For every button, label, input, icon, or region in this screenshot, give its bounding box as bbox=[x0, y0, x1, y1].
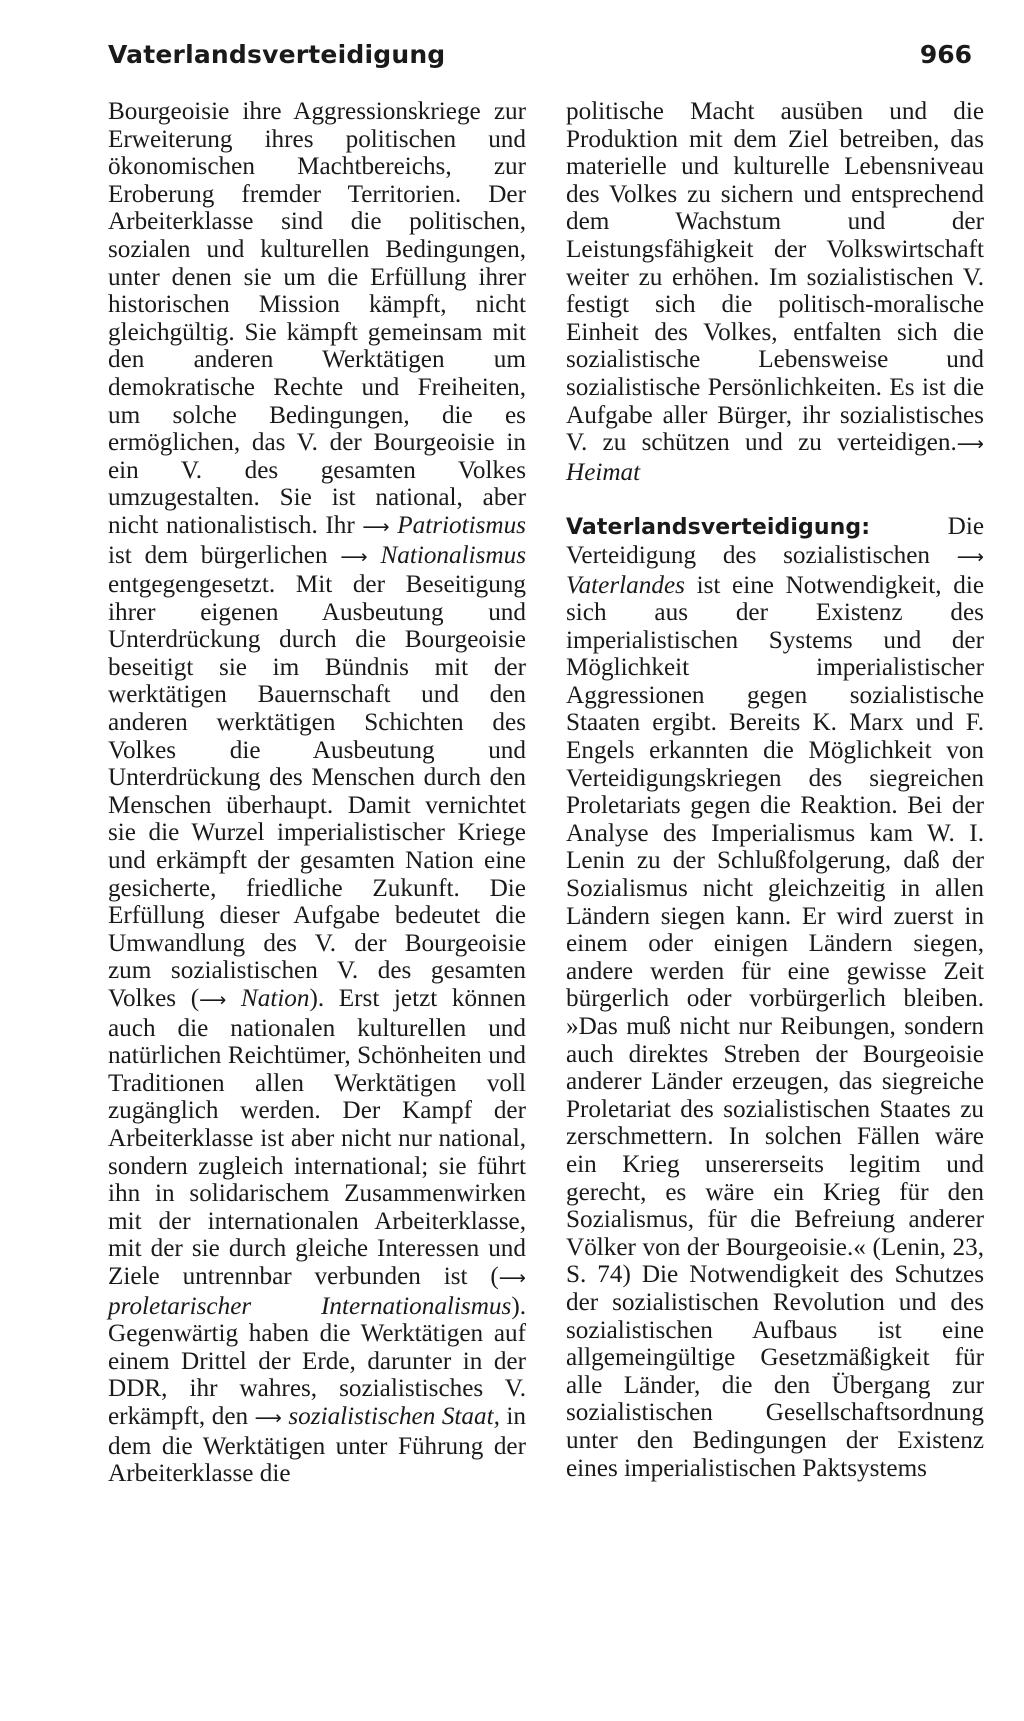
right-column bbox=[566, 98, 984, 1482]
left-column bbox=[108, 98, 526, 1488]
entry-paragraph bbox=[566, 513, 984, 1482]
arrow-icon: ⟶ bbox=[498, 1266, 526, 1289]
entry-spacer bbox=[566, 486, 984, 513]
text-segment: Die Verteidigung des sozialistischen bbox=[566, 513, 984, 569]
arrow-icon: ⟶ bbox=[199, 989, 227, 1011]
arrow-icon: ⟶ bbox=[956, 545, 985, 568]
page-number: 966 bbox=[919, 40, 972, 69]
cross-reference-vaterlandes[interactable]: Vaterlandes bbox=[566, 571, 685, 599]
arrow-icon: ⟶ bbox=[956, 433, 984, 456]
page-header bbox=[108, 40, 972, 80]
cross-reference-nationalismus[interactable]: Nationalismus bbox=[380, 541, 526, 569]
cross-reference-internationalismus[interactable]: proletarischer Internationalismus bbox=[108, 1292, 512, 1320]
cross-reference-nation[interactable]: Nation bbox=[240, 985, 310, 1012]
right-paragraph bbox=[566, 98, 984, 486]
text-segment: ist eine Notwendigkeit, die sich aus der Existenz des imperialistischen Systems und der Möglichkeit imperialistischer Aggressionen gegen sozialistische Staaten ergibt. Bereits K. Marx und F. Engels erkannten die Möglichkeit von Verteidigungskriegen des siegreichen Proletariats gegen die Reaktion. Bei der Analyse des Imperialismus kam W. I. Lenin zu der Schlußfolgerung, daß der Sozialismus nicht gleichzeitig in allen Ländern siegen kann. Er wird zuerst in einem oder einigen Ländern siegen, andere werden für eine gewisse Zeit bürgerlich oder vorbürgerlich bleiben. »Das muß nicht nur Reibungen, sondern auch direktes Streben der Bourgeoisie anderer Länder erzeugen, das siegreiche Proletariat des sozialistischen Staates zu zerschmettern. In solchen Fällen wäre ein Krieg unsererseits legitim und gerecht, es wäre ein Krieg für den Sozialismus, für die Befreiung anderer Völker von der Bourgeoisie.« (Lenin, 23, S. 74) Die Notwendigkeit des Schutzes der sozialistischen Revolution und des sozialistischen Aufbaus ist eine allgemeingültige Gesetzmäßigkeit für alle Länder, die den Übergang zur sozialistischen Gesellschaftsordnung unter den Bedingungen der Existenz eines imperialistischen Paktsystems bbox=[566, 571, 985, 1482]
text-segment: Bourgeoisie ihre Aggressionskriege zur Erweiterung ihres politischen und ökonomischen Machtbereichs, zur Eroberung fremder Territorien. Der Arbeiterklasse sind die politischen, sozialen und kulturellen Bedingungen, unter denen sie um die Erfüllung ihrer historischen Mission kämpft, nicht gleichgültig. Sie kämpft gemeinsam mit den anderen Werktätigen um demokratische Rechte und Freiheiten, um solche Bedingungen, die es ermöglichen, das V. der Bourgeoisie in ein V. des gesamten Volkes umzugestalten. Sie ist national, aber nicht nationalistisch. Ihr bbox=[108, 98, 526, 539]
arrow-icon: ⟶ bbox=[362, 515, 390, 538]
text-segment: ). Gegenwärtig haben die Werktätigen auf einem Drittel der Erde, darunter in der DDR, ihr wahres, sozialistisches V. erkämpft, den bbox=[108, 1292, 526, 1430]
arrow-icon: ⟶ bbox=[340, 545, 368, 568]
arrow-icon: ⟶ bbox=[254, 1406, 282, 1429]
left-paragraph bbox=[108, 98, 526, 1488]
cross-reference-patriotismus[interactable]: Patriotismus bbox=[397, 511, 526, 539]
running-title: Vaterlandsverteidigung bbox=[108, 40, 446, 69]
text-segment: politische Macht ausüben und die Produktion mit dem Ziel betreiben, das materielle und kulturelle Lebensniveau des Volkes zu sichern und entsprechend dem Wachstum und der Leistungsfähigkeit der Volkswirtschaft weiter zu erhöhen. Im sozialistischen V. festigt sich die politisch-moralische Einheit des Volkes, entfalten sich die sozialistische Lebensweise und sozialistische Persönlichkeiten. Es ist die Aufgabe aller Bürger, ihr sozialistisches V. zu schützen und zu verteidigen. bbox=[566, 98, 984, 457]
text-segment: ). Erst jetzt können auch die nationalen kulturellen und natürlichen Reichtümer, Schönheiten und Traditionen allen Werktätigen voll zugänglich werden. Der Kampf der Arbeiterklasse ist aber nicht nur national, sondern zugleich international; sie führt ihn in solidarischem Zusammenwirken mit der internationalen Arbeiterklasse, mit der sie durch gleiche Interessen und Ziele untrennbar verbunden ist ( bbox=[108, 985, 527, 1290]
cross-reference-heimat[interactable]: Heimat bbox=[566, 458, 641, 486]
entry-headword: Vaterlandsverteidigung: bbox=[566, 515, 871, 541]
text-segment: entgegengesetzt. Mit der Beseitigung ihrer eigenen Ausbeutung und Unterdrückung durch die Bourgeoisie beseitigt sie im Bündnis mit der werktätigen Bauernschaft und den anderen werktätigen Schichten des Volkes die Ausbeutung und Unterdrückung des Menschen durch den Menschen überhaupt. Damit vernichtet sie die Wurzel imperialistischer Kriege und erkämpft der gesamten Nation eine gesicherte, friedliche Zukunft. Die Erfüllung dieser Aufgabe bedeutet die Umwandlung des V. der Bourgeoisie zum sozialistischen V. des gesamten Volkes ( bbox=[108, 571, 526, 1012]
text-segment: ist dem bürgerlichen bbox=[108, 541, 328, 569]
text-segment: in dem die Werktätigen unter Führung der Arbeiterklasse die bbox=[108, 1402, 527, 1488]
cross-reference-staat[interactable]: sozialistischen Staat, bbox=[288, 1402, 500, 1430]
